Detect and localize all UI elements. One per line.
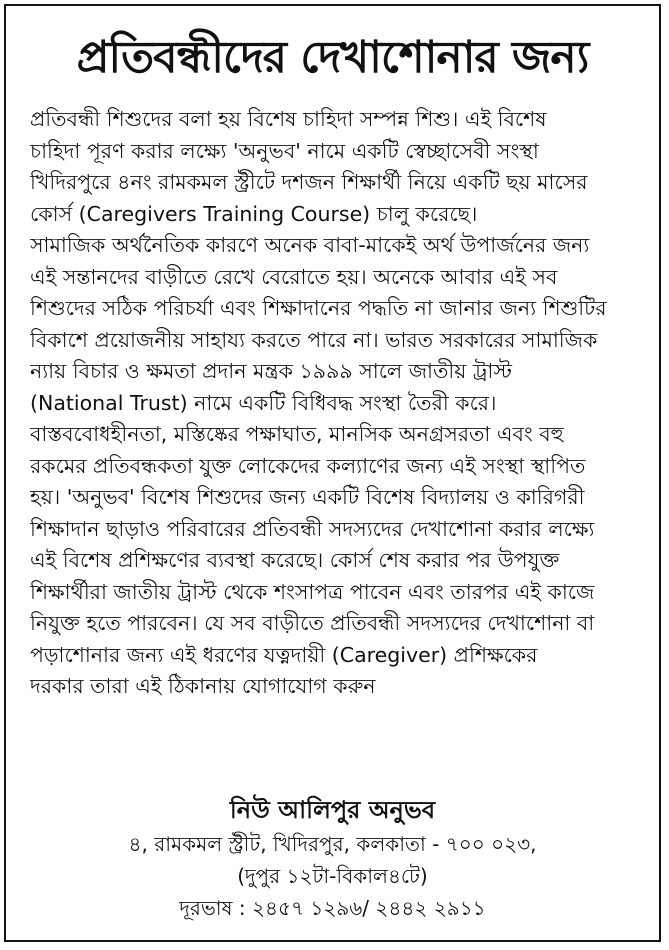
office-hours: (দুপুর ১২টা-বিকাল৪টে) [237, 864, 428, 888]
address: ৪, রামকমল স্ট্রীট, খিদিরপুর, কলকাতা - ৭০০ ০২৩, [128, 832, 537, 856]
body-line: (National Trust) নামে একটি বিধিবদ্ধ সংস্থা তৈরী করে। [30, 390, 497, 415]
body-line: চাহিদা পূরণ করার লক্ষ্যে 'অনুভব' নামে একটি স্বেচ্ছাসেবী সংস্থা [30, 138, 539, 163]
body-line: শিশুদের সঠিক পরিচর্যা এবং শিক্ষাদানের পদ্ধতি না জানার জন্য শিশুটির [30, 296, 607, 320]
body-line: খিদিরপুরে ৪নং রামকমল স্ট্রীটে দশজন শিক্ষার্থী নিয়ে একটি ছয় মাসের [30, 170, 588, 194]
body-line: প্রতিবন্ধী শিশুদের বলা হয় বিশেষ চাহিদা সম্পন্ন শিশু। এই বিশেষ [30, 107, 547, 131]
body-line: এই সন্তানদের বাড়ীতে রেখে বেরোতে হয়। অনেকে আবার এই সব [30, 264, 558, 289]
headline: প্রতিবন্ধীদের দেখাশোনার জন্য [76, 32, 589, 83]
contact-block [6, 792, 659, 924]
body-line: পড়াশোনার জন্য এই ধরণের যত্নদায়ী (Caregiver) প্রশিক্ষকের [30, 642, 538, 667]
phone-numbers: দূরভাষ : ২৪৫৭ ১২৯৬/ ২৪৪২ ২৯১১ [179, 896, 486, 920]
body-line: কোর্স (Caregivers Training Course) চালু করেছে। [30, 201, 478, 226]
body-line: বিকাশে প্রয়োজনীয় সাহায্য করতে পারে না। ভারত সরকারের সামাজিক [30, 327, 598, 352]
article-body [30, 104, 642, 703]
body-line: নিযুক্ত হতে পারবেন। যে সব বাড়ীতে প্রতিবন্ধী সদস্যদের দেখাশোনা বা [30, 611, 595, 635]
body-line: সামাজিক অর্থনৈতিক কারণে অনেক বাবা-মাকেই অর্থ উপার্জনের জন্য [30, 233, 590, 257]
body-line: বাস্তববোধহীনতা, মস্তিষ্কের পক্ষাঘাত, মানসিক অনগ্রসরতা এবং বহু [30, 422, 564, 446]
newspaper-clipping [4, 4, 661, 942]
body-line: শিক্ষাদান ছাড়াও পরিবারের প্রতিবন্ধী সদস্যদের দেখাশোনা করার লক্ষ্যে [30, 516, 595, 541]
organization-name: নিউ আলিপুর অনুভব [229, 796, 436, 824]
body-line: রকমের প্রতিবন্ধকতা যুক্ত লোকেদের কল্যাণের জন্য এই সংস্থা স্থাপিত [30, 453, 586, 478]
body-line: ন্যায় বিচার ও ক্ষমতা প্রদান মন্ত্রক ১৯৯৯ সালে জাতীয় ট্রাস্ট [30, 359, 512, 383]
body-line: এই বিশেষ প্রশিক্ষণের ব্যবস্থা করেছে। কোর্স শেষ করার পর উপযুক্ত [30, 548, 560, 572]
body-line: হয়। 'অনুভব' বিশেষ শিশুদের জন্য একটি বিশেষ বিদ্যালয় ও কারিগরী [30, 485, 585, 509]
body-line: শিক্ষার্থীরা জাতীয় ট্রাস্ট থেকে শংসাপত্র পাবেন এবং তারপর এই কাজে [30, 579, 595, 604]
body-line: দরকার তারা এই ঠিকানায় যোগাযোগ করুন [30, 674, 376, 698]
